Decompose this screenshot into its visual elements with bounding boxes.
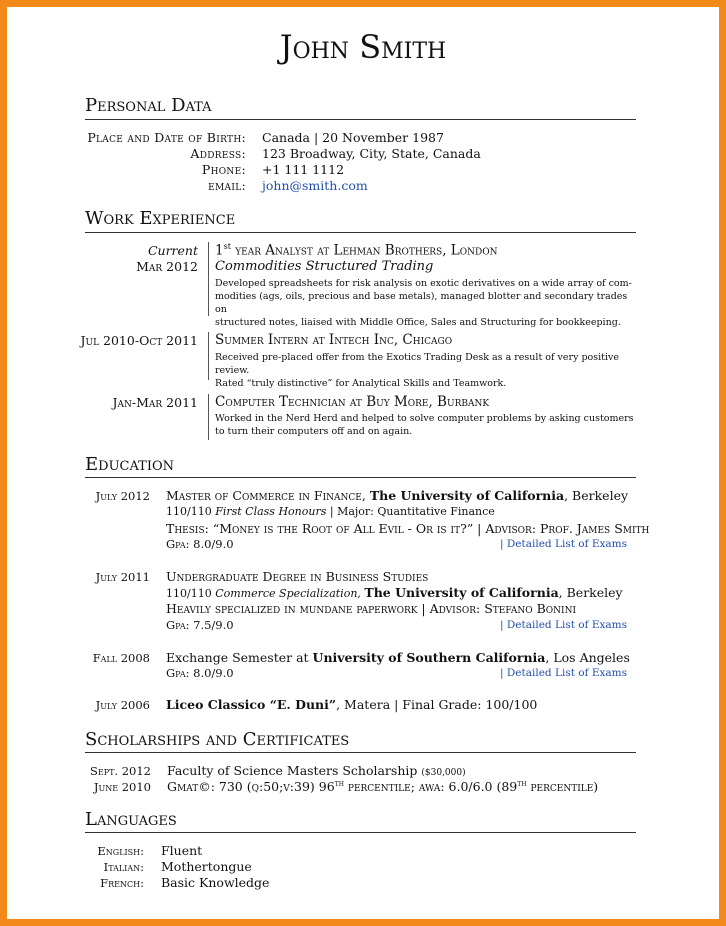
education-gpa: Gpa: 8.0/9.0: [166, 537, 234, 551]
section-heading-personal: Personal Data: [85, 95, 212, 116]
email-link[interactable]: john@smith.com: [262, 178, 368, 193]
job-description: Worked in the Nerd Herd and helped to solve computer problems by asking customers to turn their computers off and on again.: [215, 413, 634, 437]
job-date: Jul 2010-Oct 2011: [80, 333, 198, 348]
section-rule: [85, 477, 636, 478]
scholarship-item: Gmat©: 730 (q:50;v:39) 96th percentile; awa: 6.0/6.0 (89th percentile): [167, 779, 599, 795]
education-gpa: Gpa: 8.0/9.0: [166, 666, 234, 680]
section-rule: [85, 752, 636, 753]
education-note: Heavily specialized in mundane paperwork | Advisor: Stefano Bonini: [166, 601, 576, 616]
education-degree: Exchange Semester at University of Southern California, Los Angeles: [166, 650, 630, 665]
language-level: Fluent: [161, 843, 203, 858]
exams-link[interactable]: | Detailed List of Exams: [500, 619, 628, 631]
job-description: Developed spreadsheets for risk analysis on exotic derivatives on a wide array of com- modities (ags, oils, precious and base metals), managed blotter and secondary trades on structured notes, liaised with Middle Office, Sales and Structuring for bookkeeping.: [215, 278, 632, 328]
language-label: Italian:: [103, 860, 144, 874]
language-level: Basic Knowledge: [161, 875, 270, 890]
exams-link[interactable]: | Detailed List of Exams: [500, 667, 628, 679]
education-degree: Liceo Classico “E. Duni”, Matera | Final Grade: 100/100: [166, 697, 538, 712]
section-rule: [85, 832, 636, 833]
education-date: July 2011: [95, 570, 150, 584]
job-date: Mar 2012: [136, 259, 198, 274]
personal-value: +1 111 1112: [262, 162, 345, 177]
education-date: July 2012: [95, 489, 150, 503]
job-subtitle: Commodities Structured Trading: [215, 259, 434, 274]
education-degree: Master of Commerce in Finance, The University of California, Berkeley: [166, 488, 629, 503]
scholarship-date: June 2010: [93, 780, 151, 794]
education-date: July 2006: [95, 698, 150, 712]
personal-label: Address:: [190, 146, 246, 161]
scholarship-date: Sept. 2012: [89, 764, 151, 778]
section-heading-education: Education: [85, 454, 174, 475]
section-heading-languages: Languages: [85, 809, 177, 830]
job-divider: [208, 394, 209, 440]
section-rule: [85, 232, 636, 233]
job-title: Computer Technician at Buy More, Burbank: [215, 394, 490, 410]
page-title: John Smith: [279, 28, 447, 66]
personal-label: email:: [208, 178, 246, 193]
personal-label: Phone:: [201, 162, 246, 177]
language-label: French:: [100, 876, 144, 890]
education-degree: Undergraduate Degree in Business Studies: [166, 569, 429, 584]
job-divider: [208, 242, 209, 316]
job-title: Summer Intern at Intech Inc, Chicago: [215, 332, 453, 348]
scholarship-item: Faculty of Science Masters Scholarship ($30,000): [167, 763, 466, 778]
job-description: Received pre-placed offer from the Exotics Trading Desk as a result of very positive review. Rated “truly distinctive” for Analytical Skills and Teamwork.: [215, 352, 620, 389]
job-date: Current: [147, 243, 198, 258]
language-label: English:: [97, 844, 144, 858]
job-divider: [208, 332, 209, 380]
section-heading-work: Work Experience: [85, 208, 236, 229]
education-date: Fall 2008: [92, 651, 150, 665]
personal-value: 123 Broadway, City, State, Canada: [262, 146, 481, 161]
education-honours: 110/110 Commerce Specialization, The University of California, Berkeley: [166, 585, 623, 600]
education-gpa: Gpa: 7.5/9.0: [166, 618, 234, 632]
education-thesis: Thesis: “Money is the Root of All Evil - Or is it?” | Advisor: Prof. James Smith: [166, 521, 650, 536]
job-title: 1st year Analyst at Lehman Brothers, London: [215, 242, 498, 259]
personal-value: Canada | 20 November 1987: [262, 130, 444, 145]
exams-link[interactable]: | Detailed List of Exams: [500, 538, 628, 550]
language-level: Mothertongue: [161, 859, 252, 874]
section-rule: [85, 119, 636, 120]
personal-label: Place and Date of Birth:: [87, 130, 246, 145]
education-honours: 110/110 First Class Honours | Major: Quantitative Finance: [166, 505, 495, 518]
section-heading-scholarships: Scholarships and Certificates: [85, 729, 350, 750]
job-date: Jan-Mar 2011: [112, 395, 198, 410]
